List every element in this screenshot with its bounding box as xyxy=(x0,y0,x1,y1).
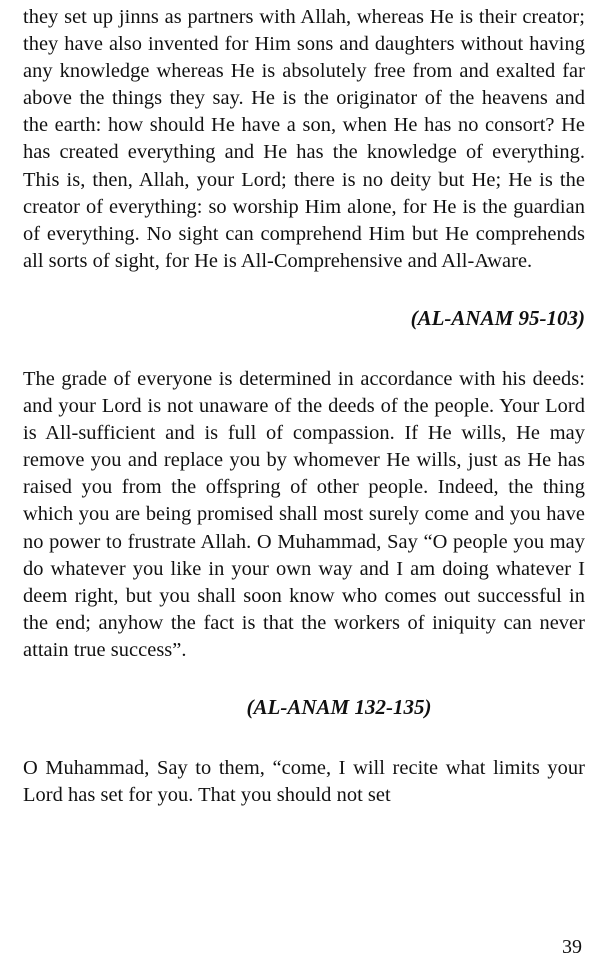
reference-1: (AL-ANAM 95-103) xyxy=(410,305,585,330)
passage-3: O Muhammad, Say to them, “come, I will recite what limits your Lord has set for you. That you should not set xyxy=(23,756,585,807)
passage-2: The grade of everyone is determined in accordance with his deeds: and your Lord is not unaware of the deeds of the people. Your Lord is All-sufficient and is full of compassion. If He wills, He may remove you and replace you by whomever He wills, just as He has raised you from the offspring of other people. Indeed, the thing which you are being promised shall most surely come and you have no power to frustrate Allah. O Muhammad, Say “O people you may do whatever you like in your own way and I am doing whatever I deem right, but you shall soon know who comes out successful in the end; anyhow the fact is that the workers of iniquity can never attain true success”. xyxy=(23,367,585,661)
page-body xyxy=(23,4,585,809)
reference-2: (AL-ANAM 132-135) xyxy=(246,694,432,719)
passage-1: they set up jinns as partners with Allah, whereas He is their creator; they have also invented for Him sons and daughters without having any knowledge whereas He is absolutely free from and exalted far above the things they say. He is the originator of the heavens and the earth: how should He have a son, when He has no consort? He has created everything and He has the knowledge of everything. This is, then, Allah, your Lord; there is no deity but He; He is the creator of everything: so worship Him alone, for He is the guardian of everything. No sight can comprehend Him but He comprehends all sorts of sight, for He is All-Comprehensive and All-Aware. xyxy=(23,6,585,272)
page-number: 39 xyxy=(562,936,582,958)
